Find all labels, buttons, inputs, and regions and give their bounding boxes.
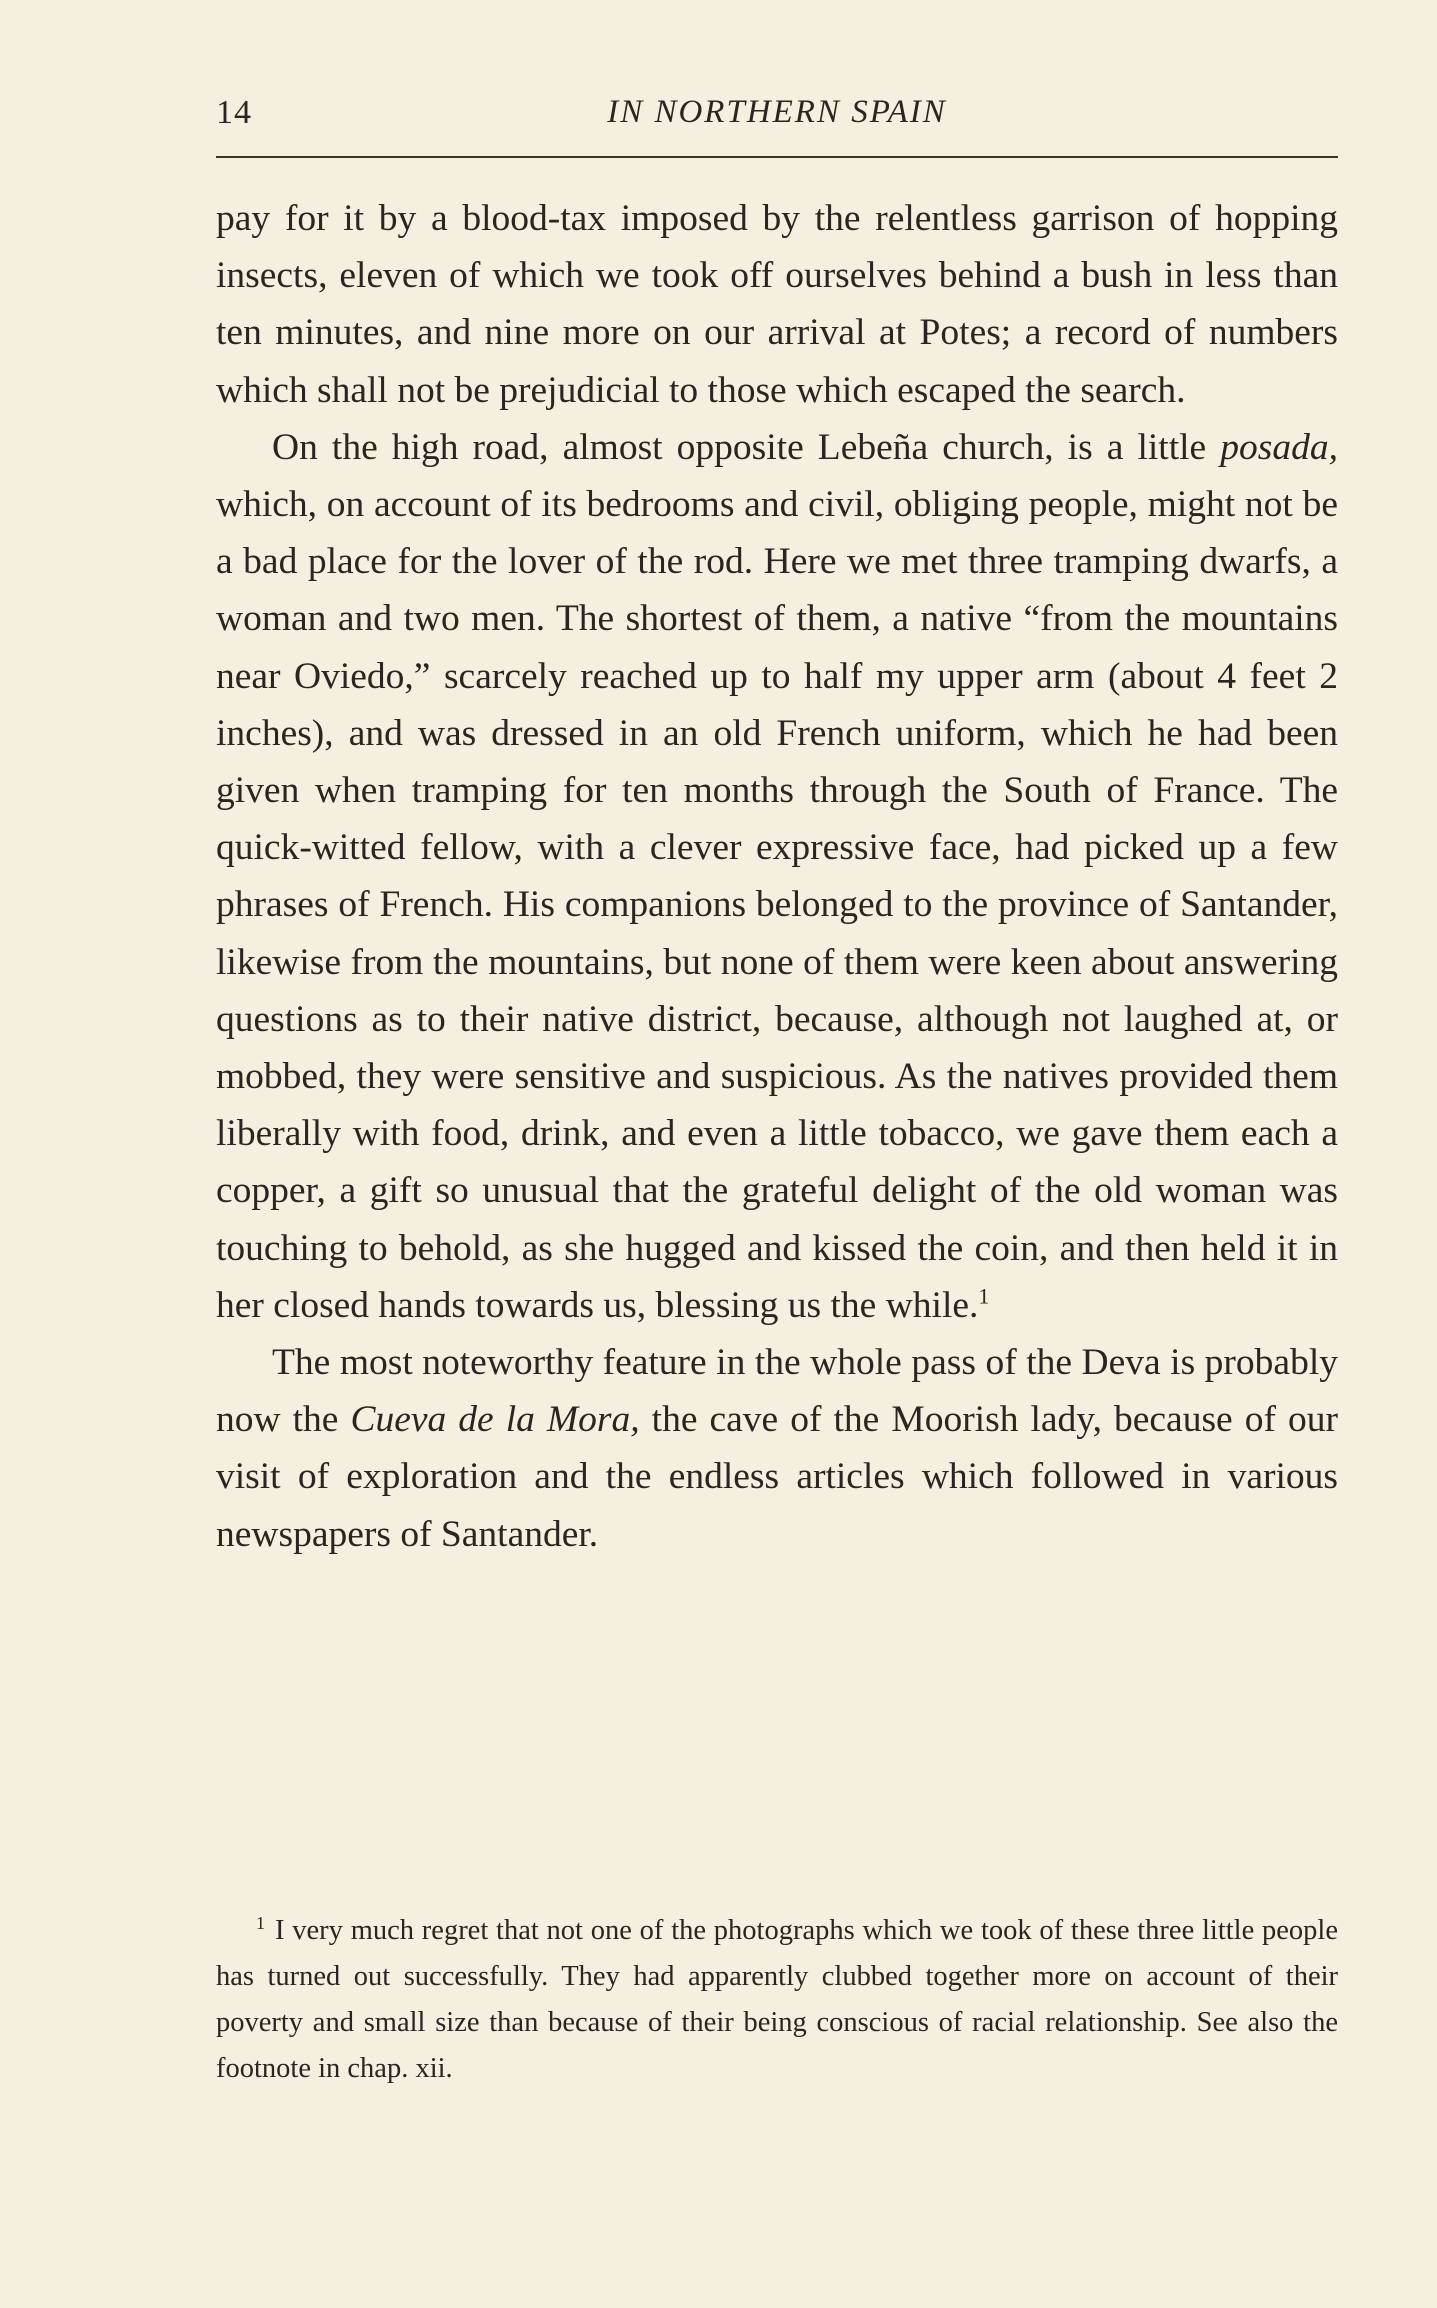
paragraph-3 <box>216 1334 1338 1563</box>
paragraph-3-text-a: The most noteworthy feature in the whole pass of the Deva is probably now the <box>216 1342 1338 1441</box>
footnote <box>216 1908 1338 2092</box>
body-text <box>216 190 1338 1563</box>
footnote-paragraph <box>216 1908 1338 2092</box>
page-number: 14 <box>216 94 252 131</box>
paragraph-1 <box>216 190 1338 419</box>
running-head <box>216 88 1338 138</box>
paragraph-2-text-a: On the high road, almost opposite Lebeña church, is a little <box>272 426 1221 468</box>
footnote-text: I very much regret that not one of the photographs which we took of these three little people has turned out successfully. They had apparently clubbed together more on account of their poverty and small size than because of their being conscious of racial relationship. See also the footnote in chap. xii. <box>216 1915 1338 2084</box>
paragraph-1-text: pay for it by a blood-tax imposed by the relentless garrison of hopping insects, eleven of which we took off ourselves behind a bush in less than ten minutes, and nine more on our arrival at Potes; a record of numbers which shall not be prejudicial to those which escaped the search. <box>216 198 1338 411</box>
paragraph-2-text-b: which, on account of its bedrooms and civil, obliging people, might not be a bad place for the lover of the rod. Here we met three tramping dwarfs, a woman and two men. The shortest of them, a native “from the mountains near Oviedo,” scarcely reached up to half my upper arm (about 4 feet 2 inches), and was dressed in an old French uniform, which he had been given when tramping for ten months through the South of France. The quick-witted fellow, with a clever expressive face, had picked up a few phrases of French. His companions belonged to the province of Santander, likewise from the mountains, but none of them were keen about answering questions as to their native district, because, although not laughed at, or mobbed, they were sensitive and suspicious. As the natives provided them liberally with food, drink, and even a little tobacco, we gave them each a copper, a gift so unusual that the grateful delight of the old woman was touching to behold, as she hugged and kissed the coin, and then held it in her closed hands towards us, blessing us the while. <box>216 484 1338 1326</box>
header-rule <box>216 156 1338 158</box>
running-title: IN NORTHERN SPAIN <box>607 94 947 130</box>
italic-cueva-de-la-mora: Cueva de la Mora, <box>350 1399 640 1441</box>
paragraph-2 <box>216 419 1338 1334</box>
footnote-marker: 1 <box>256 1912 265 1933</box>
italic-posada: posada, <box>1220 426 1338 468</box>
footnote-reference[interactable]: 1 <box>978 1283 990 1309</box>
paragraph-3-text-b: the cave of the Moorish lady, because of our visit of exploration and the endless articles which followed in various newspapers of Santander. <box>216 1399 1338 1555</box>
